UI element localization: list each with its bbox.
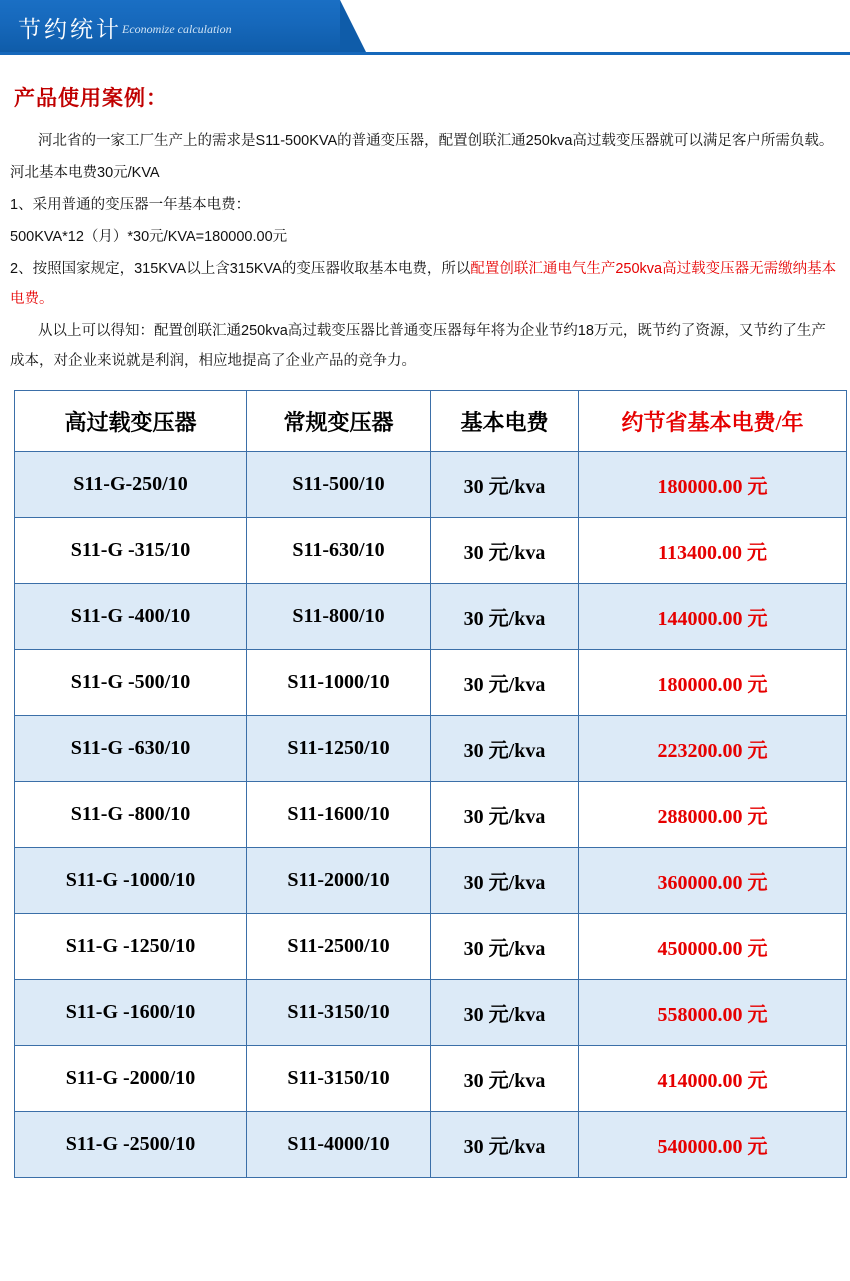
- paragraph-item-2: [10, 254, 840, 314]
- cell-standard: S11-630/10: [247, 518, 431, 584]
- cell-base-fee: 30 元/kva: [431, 980, 579, 1046]
- paragraph-base-rate: 河北基本电费30元/KVA: [10, 165, 160, 181]
- table-row: [15, 650, 847, 716]
- column-header-standard: 常规变压器: [247, 391, 431, 452]
- cell-base-fee: 30 元/kva: [431, 914, 579, 980]
- content-area: [0, 58, 850, 1178]
- paragraph-conclusion: 从以上可以得知：配置创联汇通250kva高过载变压器比普通变压器每年将为企业节约18万元，既节约了资源，又节约了生产成本，对企业来说就是利润，相应地提高了企业产品的竞争力。: [10, 323, 826, 369]
- cell-savings: 414000.00 元: [579, 1046, 847, 1112]
- table-row: [15, 1046, 847, 1112]
- cell-standard: S11-3150/10: [247, 1046, 431, 1112]
- cell-savings: 180000.00 元: [579, 650, 847, 716]
- banner-subtitle: Economize calculation: [122, 22, 232, 36]
- cell-standard: S11-4000/10: [247, 1112, 431, 1178]
- table-row: [15, 914, 847, 980]
- page-banner: [0, 0, 850, 58]
- savings-table: [14, 390, 847, 1178]
- table-row: [15, 980, 847, 1046]
- cell-high-overload: S11-G -800/10: [15, 782, 247, 848]
- table-row: [15, 518, 847, 584]
- banner-underline: [0, 52, 850, 55]
- cell-high-overload: S11-G -1250/10: [15, 914, 247, 980]
- cell-high-overload: S11-G -1000/10: [15, 848, 247, 914]
- cell-high-overload: S11-G -1600/10: [15, 980, 247, 1046]
- cell-high-overload: S11-G -400/10: [15, 584, 247, 650]
- cell-high-overload: S11-G -500/10: [15, 650, 247, 716]
- cell-base-fee: 30 元/kva: [431, 1112, 579, 1178]
- column-header-high-overload: 高过载变压器: [15, 391, 247, 452]
- cell-base-fee: 30 元/kva: [431, 1046, 579, 1112]
- cell-savings: 540000.00 元: [579, 1112, 847, 1178]
- cell-standard: S11-3150/10: [247, 980, 431, 1046]
- cell-base-fee: 30 元/kva: [431, 848, 579, 914]
- cell-standard: S11-1250/10: [247, 716, 431, 782]
- cell-base-fee: 30 元/kva: [431, 782, 579, 848]
- paragraph-formula: 500KVA*12（月）*30元/KVA=180000.00元: [10, 229, 288, 245]
- table-row: [15, 1112, 847, 1178]
- banner-title: 节约统计: [18, 16, 122, 42]
- table-header-row: [15, 391, 847, 452]
- cell-high-overload: S11-G -315/10: [15, 518, 247, 584]
- cell-savings: 144000.00 元: [579, 584, 847, 650]
- cell-standard: S11-1000/10: [247, 650, 431, 716]
- section-title: 产品使用案例：: [14, 87, 168, 110]
- cell-savings: 288000.00 元: [579, 782, 847, 848]
- table-header: [15, 391, 847, 452]
- column-header-savings: 约节省基本电费/年: [579, 391, 847, 452]
- column-header-base-fee: 基本电费: [431, 391, 579, 452]
- cell-base-fee: 30 元/kva: [431, 518, 579, 584]
- cell-base-fee: 30 元/kva: [431, 452, 579, 518]
- cell-base-fee: 30 元/kva: [431, 716, 579, 782]
- cell-savings: 450000.00 元: [579, 914, 847, 980]
- cell-standard: S11-1600/10: [247, 782, 431, 848]
- table-body: [15, 452, 847, 1178]
- cell-base-fee: 30 元/kva: [431, 584, 579, 650]
- table-row: [15, 452, 847, 518]
- paragraph-item-2-highlight: 配置创联汇通电气生产250kva高过载变压器无需缴纳基本电费。: [10, 261, 837, 307]
- cell-savings: 558000.00 元: [579, 980, 847, 1046]
- table-row: [15, 848, 847, 914]
- table-row: [15, 782, 847, 848]
- paragraph-item-2-prefix: 2、按照国家规定，315KVA以上含315KVA的变压器收取基本电费，所以: [10, 261, 471, 277]
- paragraph-case-intro: 河北省的一家工厂生产上的需求是S11-500KVA的普通变压器，配置创联汇通250kva高过载变压器就可以满足客户所需负载。: [38, 133, 834, 149]
- cell-high-overload: S11-G -2500/10: [15, 1112, 247, 1178]
- cell-standard: S11-2000/10: [247, 848, 431, 914]
- cell-standard: S11-500/10: [247, 452, 431, 518]
- cell-standard: S11-800/10: [247, 584, 431, 650]
- paragraph-item-1: 1、采用普通的变压器一年基本电费：: [10, 197, 251, 213]
- cell-high-overload: S11-G -2000/10: [15, 1046, 247, 1112]
- cell-savings: 223200.00 元: [579, 716, 847, 782]
- cell-base-fee: 30 元/kva: [431, 650, 579, 716]
- cell-standard: S11-2500/10: [247, 914, 431, 980]
- cell-savings: 360000.00 元: [579, 848, 847, 914]
- cell-savings: 113400.00 元: [579, 518, 847, 584]
- cell-high-overload: S11-G-250/10: [15, 452, 247, 518]
- table-row: [15, 716, 847, 782]
- table-row: [15, 584, 847, 650]
- cell-savings: 180000.00 元: [579, 452, 847, 518]
- cell-high-overload: S11-G -630/10: [15, 716, 247, 782]
